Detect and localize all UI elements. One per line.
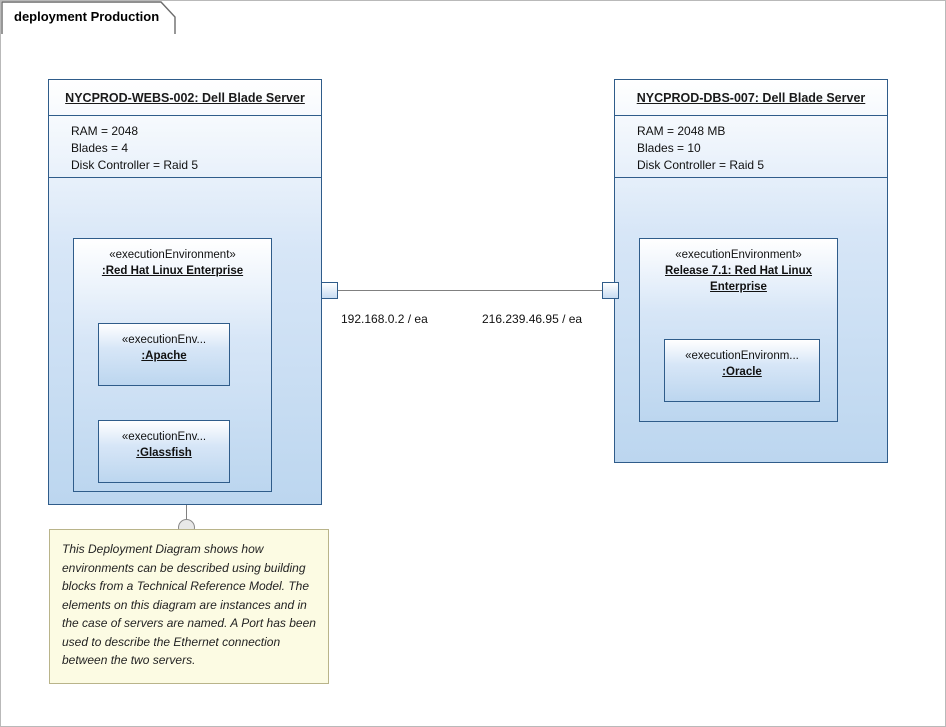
node-web-server-prop-ram: RAM = 2048 [71, 124, 139, 138]
connector-label-left: 192.168.0.2 / ea [341, 312, 428, 326]
node-glassfish-stereotype: «executionEnv... [121, 431, 207, 443]
node-glassfish[interactable] [98, 404, 246, 483]
node-oracle-name: :Oracle [722, 366, 762, 378]
node-web-server-prop-blades: Blades = 4 [71, 141, 129, 155]
frame-tab-label: deployment Production [14, 9, 160, 24]
node-db-os[interactable] [639, 222, 854, 422]
node-db-os-label [640, 247, 837, 295]
note-box[interactable] [49, 529, 329, 684]
node-oracle-label [665, 348, 819, 380]
node-web-server[interactable] [48, 63, 338, 505]
node-db-server-title: NYCPROD-DBS-007: Dell Blade Server [636, 90, 866, 105]
node-db-server-prop-ram: RAM = 2048 MB [637, 124, 726, 138]
node-oracle[interactable] [664, 323, 836, 402]
node-web-os[interactable] [73, 222, 288, 492]
node-db-server-prop-blades: Blades = 10 [637, 141, 701, 155]
node-apache-stereotype: «executionEnv... [121, 334, 207, 346]
node-db-server-face [614, 79, 888, 463]
node-apache-name: :Apache [141, 350, 187, 362]
node-apache-label [99, 332, 229, 364]
port-db-server[interactable] [602, 282, 619, 299]
node-web-server-title: NYCPROD-WEBS-002: Dell Blade Server [65, 90, 305, 105]
node-web-server-face [48, 79, 322, 505]
node-db-os-face [639, 238, 838, 422]
node-db-server-prop-disk: Disk Controller = Raid 5 [637, 158, 765, 172]
node-db-server[interactable] [614, 63, 904, 463]
node-web-os-name: :Red Hat Linux Enterprise [101, 265, 244, 277]
node-apache[interactable] [98, 307, 246, 386]
node-db-server-header [615, 80, 887, 116]
node-glassfish-face [98, 420, 230, 483]
port-web-server[interactable] [321, 282, 338, 299]
node-glassfish-name: :Glassfish [136, 447, 192, 459]
node-web-server-prop-disk: Disk Controller = Raid 5 [71, 158, 199, 172]
node-web-server-header [49, 80, 321, 116]
node-apache-face [98, 323, 230, 386]
diagram-frame-tab [1, 1, 176, 35]
node-db-server-properties [615, 116, 887, 178]
node-oracle-face [664, 339, 820, 402]
node-glassfish-label [99, 429, 229, 461]
node-db-os-stereotype: «executionEnvironment» [675, 249, 802, 261]
node-db-os-name: Release 7.1: Red Hat Linux Enterprise [665, 265, 812, 293]
note-text: This Deployment Diagram shows how environments can be described using building blocks from a Technical Reference Model. The elements on this diagram are instances and in the case of servers are named. A Port has been used to describe the Ethernet connection between the two servers. [62, 542, 316, 667]
node-web-os-label [74, 247, 271, 279]
connector-label-right: 216.239.46.95 / ea [482, 312, 583, 326]
node-web-server-properties [49, 116, 321, 178]
node-oracle-stereotype: «executionEnvironm... [685, 350, 799, 362]
node-web-os-stereotype: «executionEnvironment» [109, 249, 236, 261]
connector-ethernet[interactable] [338, 290, 602, 291]
node-web-os-face [73, 238, 272, 492]
